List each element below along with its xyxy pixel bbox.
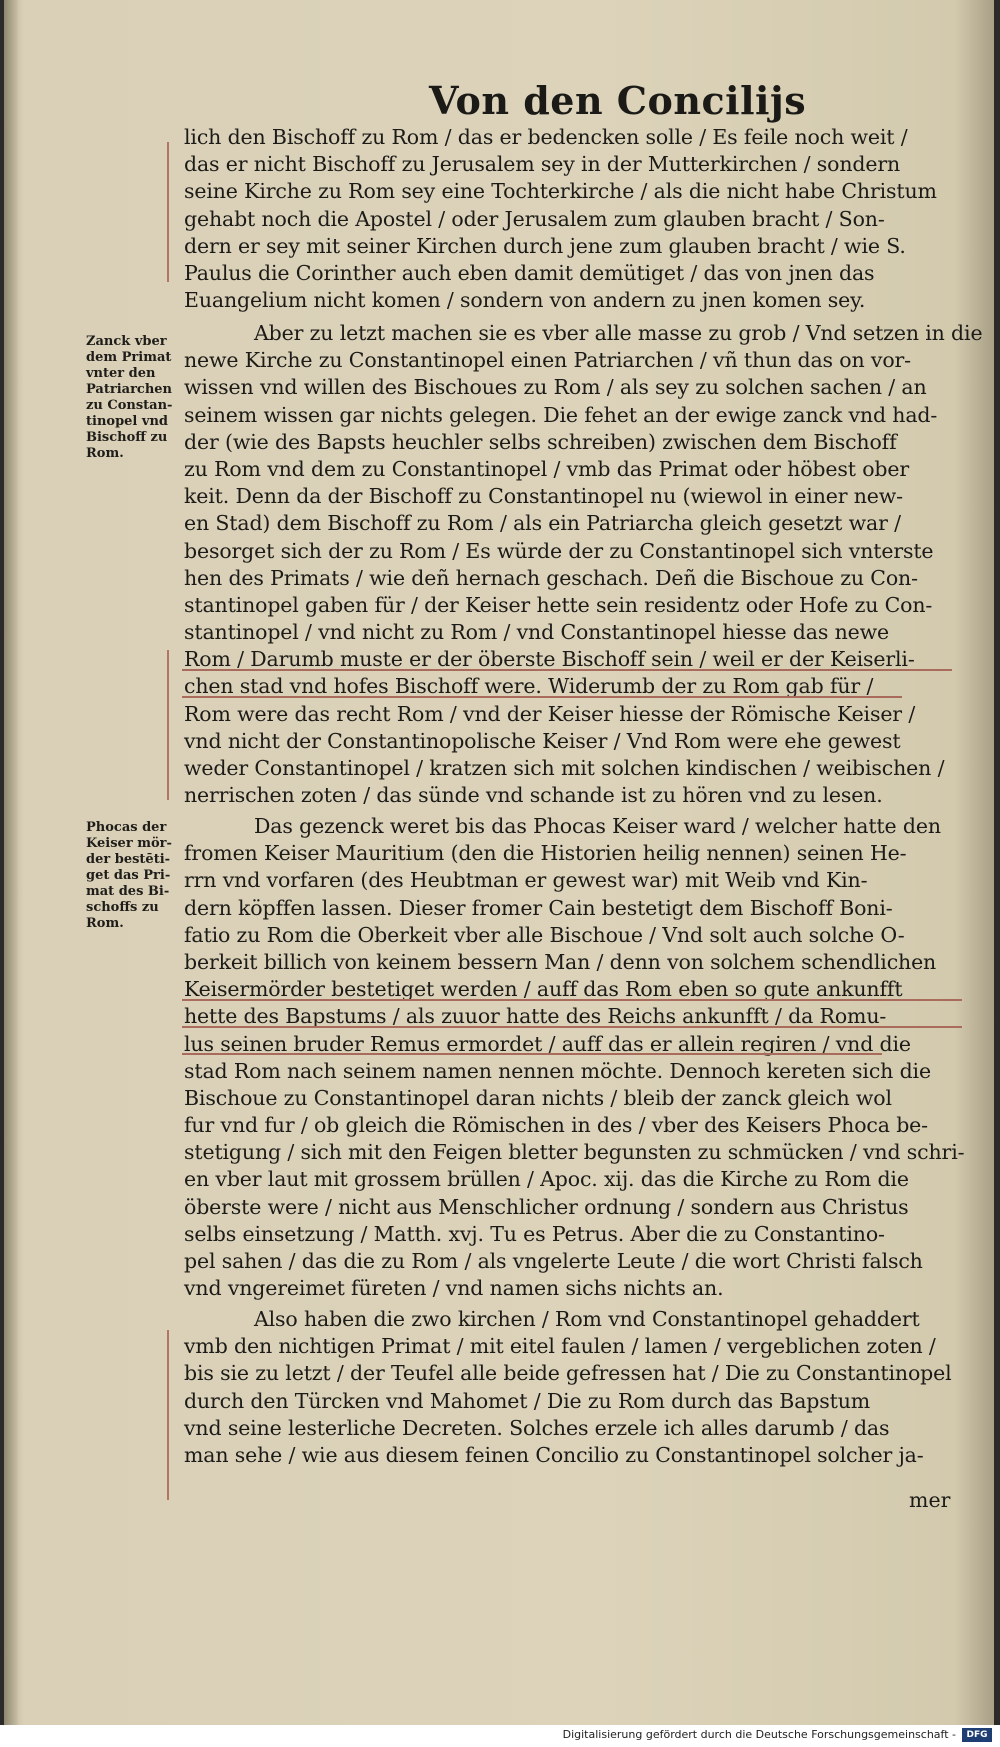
text-line: vnd seine lesterliche Decreten. Solches erzele ich alles darumb / das [184, 1415, 890, 1440]
footer-credit: Digitalisierung gefördert durch die Deutsche Forschungsgemeinschaft - [562, 1728, 956, 1741]
pencil-underline-mark [182, 999, 962, 1001]
text-line: Rom were das recht Rom / vnd der Keiser hiesse der Römische Keiser / [184, 701, 916, 726]
text-line: newe Kirche zu Constantinopel einen Patriarchen / vñ thun das on vor- [184, 348, 911, 373]
text-line: fromen Keiser Mauritium (den die Historien heilig nennen) seinen He- [184, 841, 907, 866]
text-line: seine Kirche zu Rom sey eine Tochterkirche / als die nicht habe Christum [184, 179, 937, 204]
text-line: wissen vnd willen des Bischoues zu Rom / als sey zu solchen sachen / an [184, 375, 927, 400]
text-line: Bischoue zu Constantinopel daran nichts / bleib der zanck gleich wol [184, 1085, 892, 1110]
margin-note-2: Phocas der Keiser mör- der bestēti- get das Pri- mat des Bi- schoffs zu Rom. [86, 820, 172, 931]
page-gutter [4, 0, 18, 1725]
pencil-underline-mark [182, 1026, 962, 1028]
text-line: durch den Türcken vnd Mahomet / Die zu Rom durch das Bapstum [184, 1388, 871, 1413]
text-line: en vber laut mit grossem brüllen / Apoc. xij. das die Kirche zu Rom die [184, 1167, 909, 1192]
paragraph-2 [184, 320, 983, 809]
text-line: Das gezenck weret bis das Phocas Keiser ward / welcher hatte den [254, 814, 941, 838]
text-line: stantinopel / vnd nicht zu Rom / vnd Constantinopel hiesse das newe [184, 620, 889, 645]
text-line: vnd vngereimet füreten / vnd namen sichs nichts an. [184, 1276, 724, 1301]
catchword: mer [909, 1488, 951, 1512]
digitization-footer [0, 1725, 1000, 1747]
text-line: Euangelium nicht komen / sondern von andern zu jnen komen sey. [184, 288, 866, 313]
text-line: seinem wissen gar nichts gelegen. Die fehet an der ewige zanck vnd had- [184, 402, 938, 427]
text-line: Keisermörder bestetiget werden / auff das Rom eben so gute ankunfft [184, 977, 903, 1002]
text-line: berkeit billich von keinem bessern Man / denn von solchem schendlichen [184, 949, 937, 974]
text-line: pel sahen / das die zu Rom / als vngelerte Leute / die wort Christi falsch [184, 1249, 923, 1273]
text-line: dern er sey mit seiner Kirchen durch jene zum glauben bracht / wie S. [184, 233, 906, 258]
text-line: stetigung / sich mit den Feigen bletter begunsten zu schmücken / vnd schri- [184, 1140, 965, 1165]
paragraph-3 [184, 813, 974, 1302]
text-line: bis sie zu letzt / der Teufel alle beide gefressen hat / Die zu Constantinopel [184, 1361, 952, 1386]
text-line: chen stad vnd hofes Bischoff were. Widerumb der zu Rom gab für / [184, 674, 874, 699]
text-line: fatio zu Rom die Oberkeit vber alle Bischoue / Vnd solt auch solche O- [184, 922, 905, 947]
text-line: gehabt noch die Apostel / oder Jerusalem zum glauben bracht / Son- [184, 206, 885, 231]
text-line: besorget sich der zu Rom / Es würde der zu Constantinopel sich vnterste [184, 538, 934, 563]
text-line: lich den Bischoff zu Rom / das er bedencken solle / Es feile noch weit / [184, 125, 908, 149]
dfg-logo: DFG [962, 1728, 992, 1742]
text-line: weder Constantinopel / kratzen sich mit solchen kindischen / weibischen / [184, 756, 945, 780]
text-line: vmb den nichtigen Primat / mit eitel faulen / lamen / vergeblichen zoten / [184, 1334, 936, 1359]
text-line: zu Rom vnd dem zu Constantinopel / vmb das Primat oder höbest ober [184, 456, 909, 481]
page-header: Von den Concilijs [429, 78, 807, 123]
text-line: das er nicht Bischoff zu Jerusalem sey in der Mutterkirchen / sondern [184, 152, 901, 177]
pencil-bracket-mark [167, 1330, 169, 1500]
text-line: fur vnd fur / ob gleich die Römischen in des / vber des Keisers Phoca be- [184, 1113, 928, 1138]
text-line: Also haben die zwo kirchen / Rom vnd Constantinopel gehaddert [254, 1307, 920, 1331]
pencil-underline-mark [182, 1053, 882, 1055]
text-line: Paulus die Corinther auch eben damit demütiget / das von jnen das [184, 260, 875, 285]
text-line: stad Rom nach seinem namen nennen möchte. Dennoch kereten sich die [184, 1058, 931, 1083]
paragraph-1 [184, 124, 974, 314]
text-line: Aber zu letzt machen sie es vber alle masse zu grob / Vnd setzen in die [254, 321, 983, 345]
paragraph-4 [184, 1306, 974, 1469]
text-line: keit. Denn da der Bischoff zu Constantinopel nu (wiewol in einer new- [184, 484, 903, 509]
text-line: selbs einsetzung / Matth. xvj. Tu es Petrus. Aber die zu Constantino- [184, 1221, 885, 1246]
text-line: man sehe / wie aus diesem feinen Concilio zu Constantinopel solcher ja- [184, 1442, 924, 1467]
text-line: rrn vnd vorfaren (des Heubtman er gewest war) mit Weib vnd Kin- [184, 868, 868, 893]
pencil-bracket-mark [167, 650, 169, 800]
margin-note-1: Zanck vber dem Primat vnter den Patriarchen zu Constan- tinopel vnd Bischoff zu Rom. [86, 334, 173, 461]
text-line: vnd nicht der Constantinopolische Keiser / Vnd Rom were ehe gewest [184, 728, 901, 753]
text-line: dern köpffen lassen. Dieser fromer Cain bestetigt dem Bischoff Boni- [184, 895, 893, 920]
text-line: en Stad) dem Bischoff zu Rom / als ein Patriarcha gleich gesetzt war / [184, 511, 901, 536]
text-line: nerrischen zoten / das sünde vnd schande ist zu hören vnd zu lesen. [184, 783, 883, 808]
text-line: Rom / Darumb muste er der öberste Bischoff sein / weil er der Keiserli- [184, 647, 915, 672]
text-line: hen des Primats / wie deñ hernach geschach. Deñ die Bischoue zu Con- [184, 565, 918, 590]
text-line: öberste were / nicht aus Menschlicher ordnung / sondern aus Christus [184, 1194, 909, 1219]
book-page [4, 0, 994, 1725]
text-line: lus seinen bruder Remus ermordet / auff das er allein regiren / vnd die [184, 1031, 911, 1056]
text-line: der (wie des Bapsts heuchler selbs schreiben) zwischen dem Bischoff [184, 429, 897, 454]
text-line: hette des Bapstums / als zuuor hatte des Reichs ankunfft / da Romu- [184, 1004, 887, 1029]
pencil-bracket-mark [167, 142, 169, 282]
text-line: stantinopel gaben für / der Keiser hette sein residentz oder Hofe zu Con- [184, 592, 933, 617]
pencil-underline-mark [182, 696, 902, 698]
pencil-underline-mark [182, 669, 952, 671]
